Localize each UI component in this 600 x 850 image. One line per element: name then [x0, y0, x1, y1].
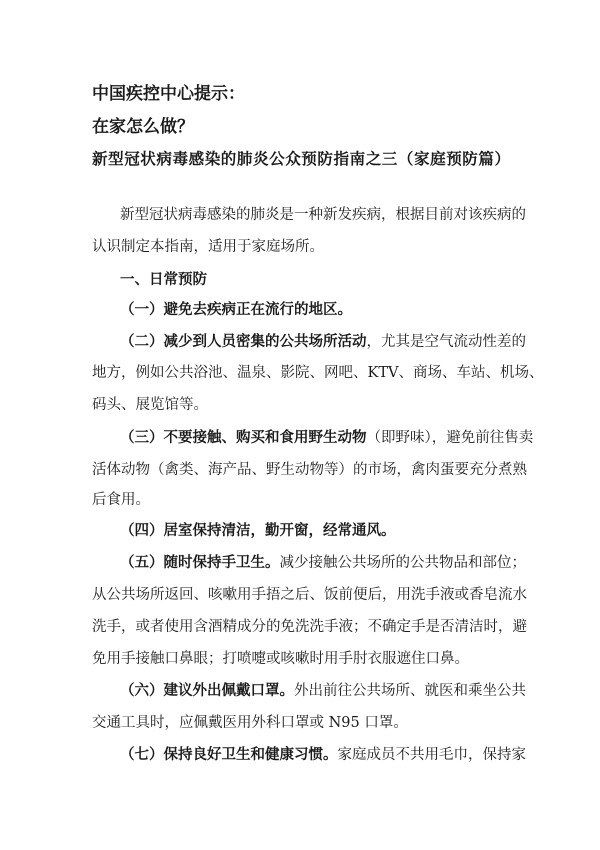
paragraph-line [120, 205, 526, 225]
bold-text: （四）居室保持清洁，勤开窗，经常通风。 [120, 523, 396, 539]
paragraph-line [92, 617, 527, 637]
paragraph-line [92, 363, 544, 383]
paragraph-line [92, 713, 508, 733]
bold-text: （三）不要接触、购买和食用野生动物 [120, 430, 367, 446]
paragraph-line [92, 649, 508, 669]
text: 地方，例如公共浴池、温泉、影院、网吧、KTV、商场、车站、机场、 [92, 365, 544, 381]
bold-text: 一、日常预防 [120, 272, 207, 288]
paragraph-line [120, 428, 534, 448]
paragraph-line [120, 300, 508, 320]
bold-text: （六）建议外出佩戴口罩。 [120, 683, 294, 699]
text: 免用手接触口鼻眼；打喷嚏或咳嗽时用手肘衣服遮住口鼻。 [92, 651, 469, 667]
text: 交通工具时，应佩戴医用外科口罩或 N95 口罩。 [92, 715, 408, 731]
text: 新型冠状病毒感染的肺炎是一种新发疾病，根据目前对该疾病的 [120, 207, 526, 223]
bold-text: （一）避免去疾病正在流行的地区。 [120, 302, 352, 318]
text: 外出前往公共场所、就医和乘坐公共 [294, 683, 526, 699]
heading-cdc-tip: 中国疾控中心提示： [92, 84, 245, 104]
text: 认识制定本指南，适用于家庭场所。 [92, 239, 324, 255]
text: 从公共场所返回、咳嗽用手捂之后、饭前便后，用洗手液或香皂流水 [92, 587, 527, 603]
heading-guide-title: 新型冠状病毒感染的肺炎公众预防指南之三（家庭预防篇） [92, 150, 510, 168]
paragraph-line [120, 332, 526, 352]
text: 家庭成员不共用毛巾，保持家 [337, 747, 526, 763]
paragraph-line [120, 745, 526, 765]
paragraph-line [92, 395, 508, 415]
paragraph-line [120, 681, 526, 701]
text: 减少接触公共场所的公共物品和部位； [279, 555, 526, 571]
text: 洗手，或者使用含酒精成分的免洗洗手液；不确定手是否清洁时，避 [92, 619, 527, 635]
paragraph-line [120, 270, 508, 290]
text: （即野味），避免前往售卖 [366, 430, 534, 446]
paragraph-line [92, 237, 508, 257]
text: ，尤其是空气流动性差的 [366, 334, 526, 350]
text: 活体动物（禽类、海产品、野生动物等）的市场，禽肉蛋要充分煮熟 [92, 462, 527, 478]
paragraph-line [92, 490, 508, 510]
heading-what-to-do-at-home: 在家怎么做？ [92, 117, 194, 137]
paragraph-line [92, 460, 527, 480]
text: 码头、展览馆等。 [92, 397, 208, 413]
paragraph-line [92, 585, 527, 605]
bold-text: （七）保持良好卫生和健康习惯。 [120, 747, 338, 763]
paragraph-line [120, 553, 526, 573]
bold-text: （二）减少到人员密集的公共场所活动 [120, 334, 367, 350]
paragraph-line [120, 521, 508, 541]
bold-text: （五）随时保持手卫生。 [120, 555, 280, 571]
text: 后食用。 [92, 492, 150, 508]
